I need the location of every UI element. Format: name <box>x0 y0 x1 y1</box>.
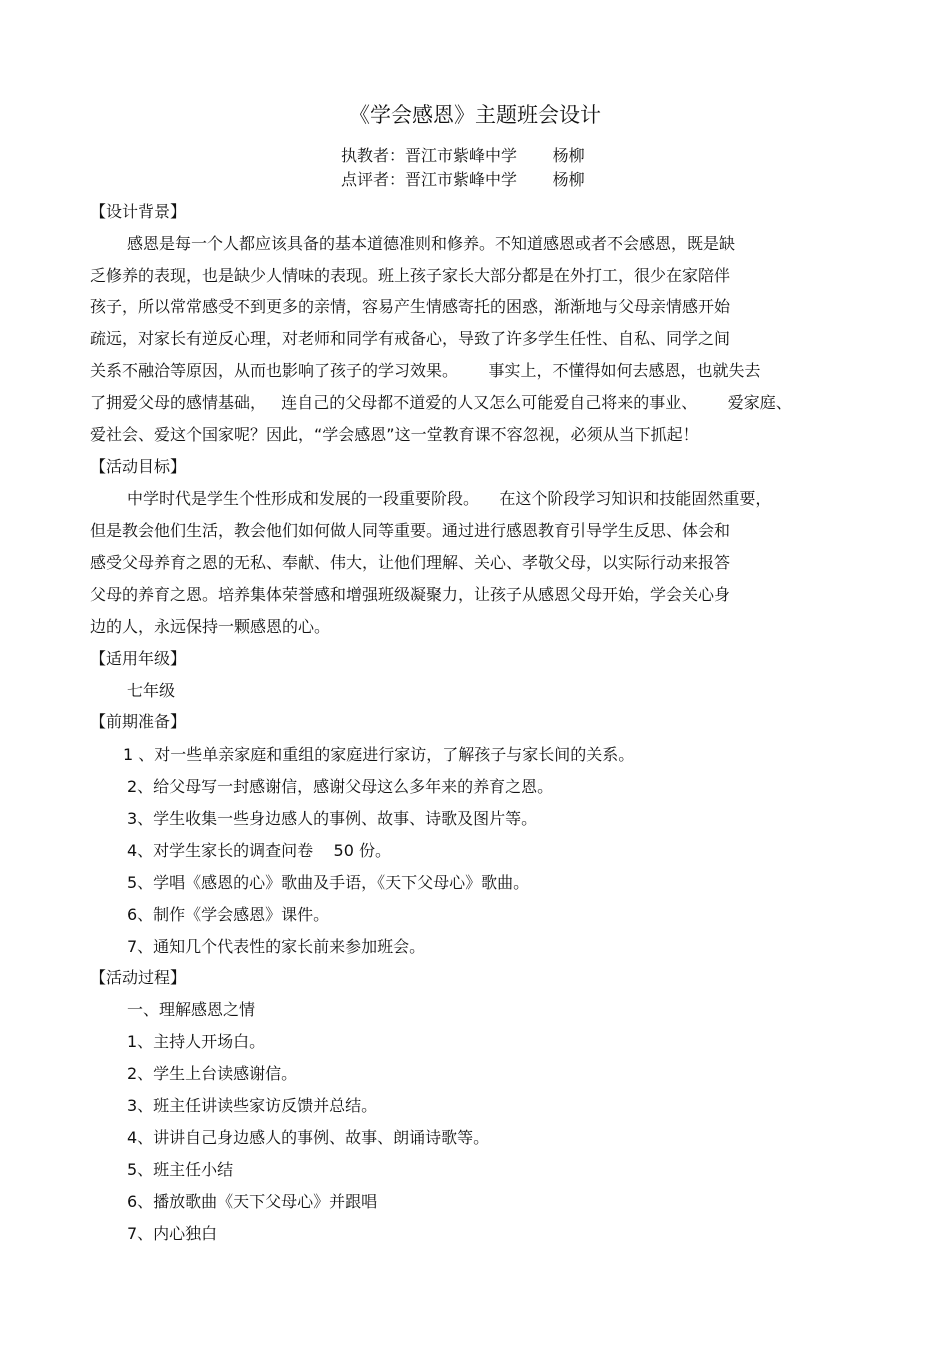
grade-value: 七年级 <box>127 681 176 700</box>
section-heading-goals: 【活动目标】 <box>90 457 187 476</box>
paragraph-line: 边的人，永远保持一颗感恩的心。 <box>90 617 331 636</box>
paragraph-line: 但是教会他们生活，教会他们如何做人同等重要。通过进行感恩教育引导学生反思、体会和 <box>90 521 731 540</box>
paragraph-line: 爱社会、爱这个国家呢？因此，“学会感恩”这一堂教育课不容忽视，必须从当下抓起！ <box>90 425 699 444</box>
paragraph-line: 感受父母养育之恩的无私、奉献、伟大，让他们理解、关心、孝敬父母，以实际行动来报答 <box>90 553 731 572</box>
process-item: 3、班主任讲读些家访反馈并总结。 <box>127 1096 378 1115</box>
paragraph-line: 感恩是每一个人都应该具备的基本道德准则和修养。不知道感恩或者不会感恩，既是缺 <box>127 234 736 253</box>
section-heading-process: 【活动过程】 <box>90 968 187 987</box>
process-item: 2、学生上台读感谢信。 <box>127 1064 298 1083</box>
section-heading-background: 【设计背景】 <box>90 202 187 221</box>
preparation-item: 7、通知几个代表性的家长前来参加班会。 <box>127 937 426 956</box>
reviewer-credit: 点评者：晋江市紫峰中学 杨柳 <box>341 170 585 189</box>
preparation-item: 4、对学生家长的调查问卷 50 份。 <box>127 841 391 860</box>
paragraph-line: 乏修养的表现，也是缺少人情味的表现。班上孩子家长大部分都是在外打工，很少在家陪伴 <box>90 266 731 285</box>
preparation-item: 1 、对一些单亲家庭和重组的家庭进行家访，了解孩子与家长间的关系。 <box>123 745 635 764</box>
process-item: 6、播放歌曲《天下父母心》并跟唱 <box>127 1192 378 1211</box>
preparation-item: 5、学唱《感恩的心》歌曲及手语，《天下父母心》歌曲。 <box>127 873 530 892</box>
process-item: 7、内心独白 <box>127 1224 218 1243</box>
paragraph-line: 关系不融洽等原因，从而也影响了孩子的学习效果。 事实上，不懂得如何去感恩，也就失去 <box>90 361 761 380</box>
paragraph-line: 疏远，对家长有逆反心理，对老师和同学有戒备心，导致了许多学生任性、自私、同学之间 <box>90 329 731 348</box>
process-item: 4、讲讲自己身边感人的事例、故事、朗诵诗歌等。 <box>127 1128 490 1147</box>
paragraph-line: 了拥爱父母的感情基础， 连自己的父母都不道爱的人又怎么可能爱自己将来的事业、 爱家庭、 <box>90 393 792 412</box>
process-subheading: 一、理解感恩之情 <box>127 1000 256 1019</box>
preparation-item: 3、学生收集一些身边感人的事例、故事、诗歌及图片等。 <box>127 809 538 828</box>
paragraph-line: 孩子，所以常常感受不到更多的亲情，容易产生情感寄托的困惑，渐渐地与父母亲情感开始 <box>90 297 731 316</box>
teacher-credit: 执教者：晋江市紫峰中学 杨柳 <box>341 146 585 165</box>
paragraph-line: 中学时代是学生个性形成和发展的一段重要阶段。 在这个阶段学习知识和技能固然重要， <box>127 489 772 508</box>
process-item: 5、班主任小结 <box>127 1160 234 1179</box>
paragraph-line: 父母的养育之恩。培养集体荣誉感和增强班级凝聚力，让孩子从感恩父母开始，学会关心身 <box>90 585 731 604</box>
preparation-item: 2、给父母写一封感谢信，感谢父母这么多年来的养育之恩。 <box>127 777 554 796</box>
preparation-item: 6、制作《学会感恩》课件。 <box>127 905 330 924</box>
process-item: 1、主持人开场白。 <box>127 1032 266 1051</box>
document-title: 《学会感恩》主题班会设计 <box>349 103 601 127</box>
section-heading-grade: 【适用年级】 <box>90 649 187 668</box>
section-heading-preparation: 【前期准备】 <box>90 712 187 731</box>
